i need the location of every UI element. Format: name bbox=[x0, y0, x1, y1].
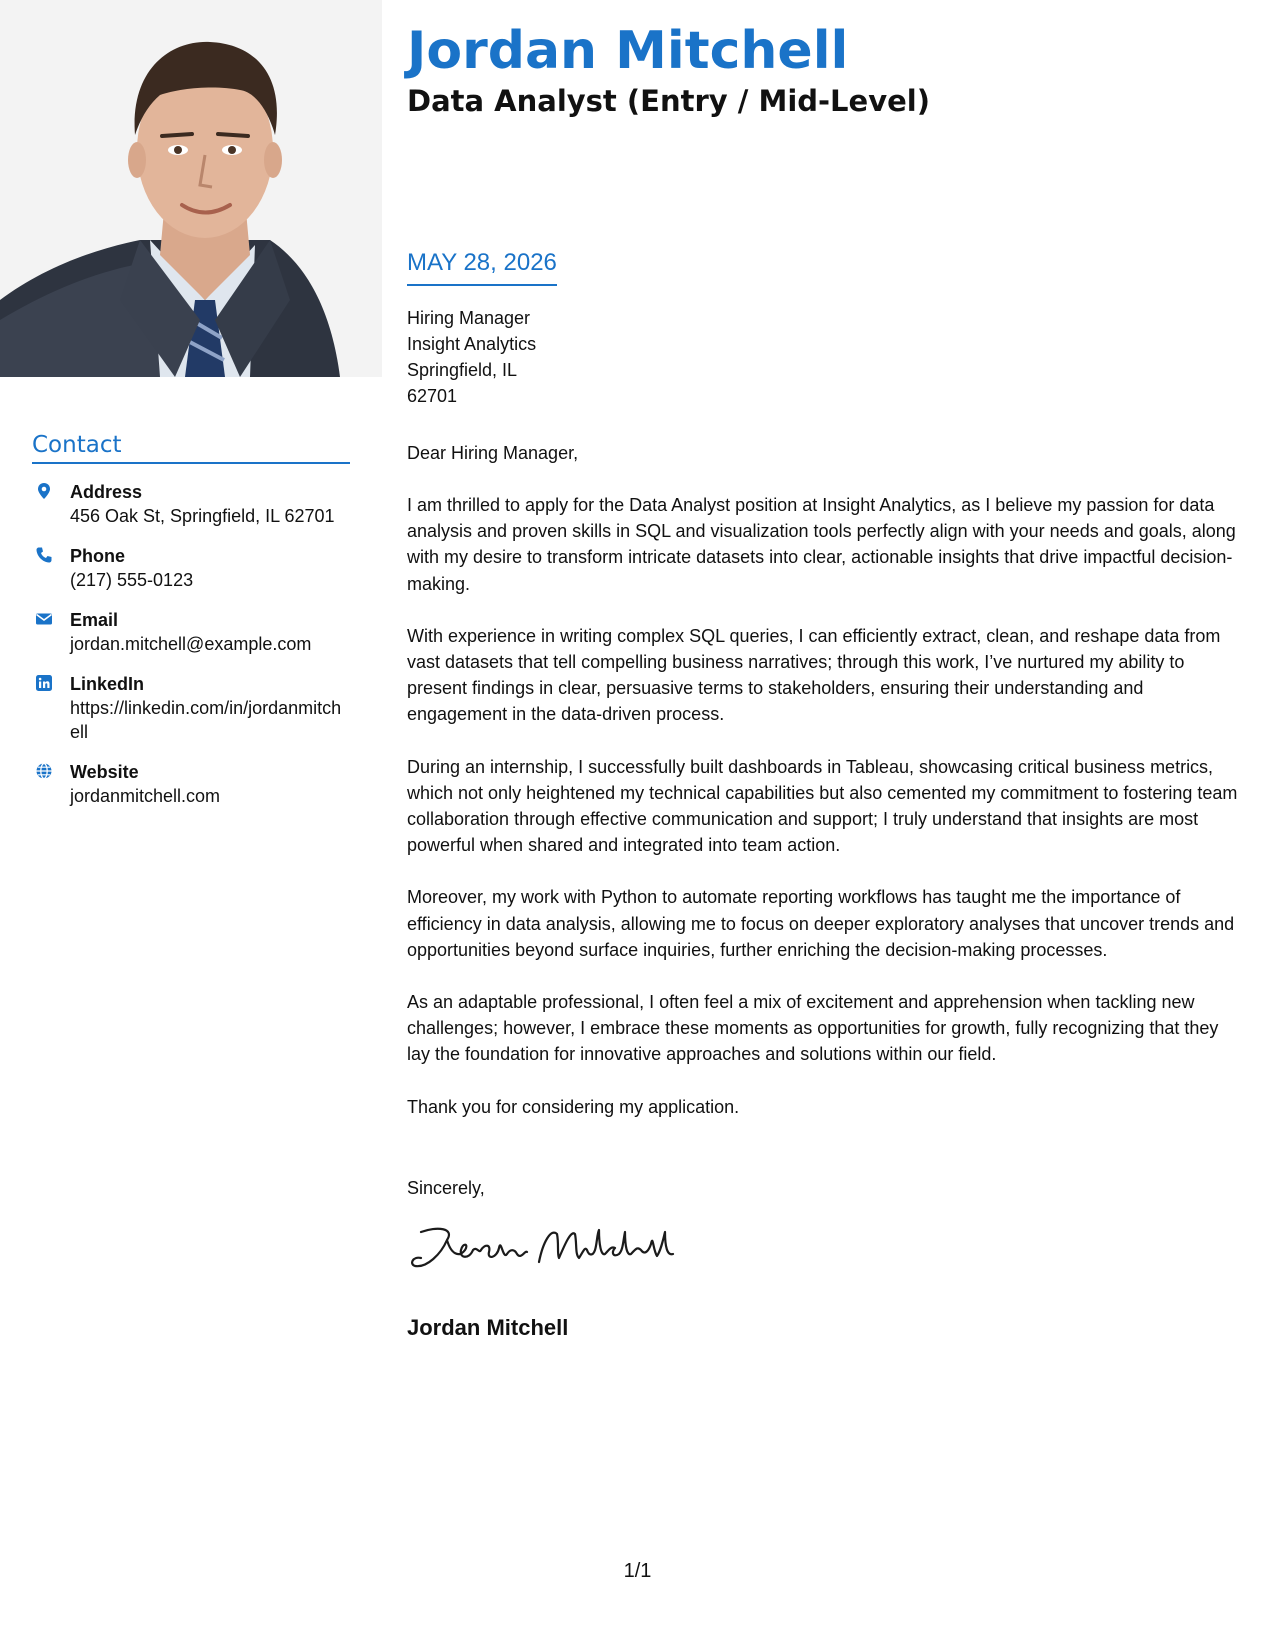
letter-date: MAY 28, 2026 bbox=[407, 248, 557, 286]
portrait-illustration bbox=[0, 0, 382, 377]
body-paragraph: With experience in writing complex SQL queries, I can efficiently extract, clean, and reshape data from vast datasets that tell compelling business narratives; through this work, I’ve nurtured my ability to present findings in clear, persuasive terms to stakeholders, ensuring their understanding and engagement in the data-driven process. bbox=[407, 625, 1221, 725]
body-paragraph: I am thrilled to apply for the Data Analyst position at Insight Analytics, as I believe my passion for data analysis and proven skills in SQL and visualization tools perfectly align with your needs and goals, along with my desire to transform intricate datasets into clear, actionable insights that drive impactful decision-making. bbox=[407, 495, 1236, 594]
contact-phone-value: (217) 555-0123 bbox=[70, 570, 194, 590]
contact-email-label: Email bbox=[70, 610, 119, 630]
phone-icon bbox=[35, 546, 53, 564]
contact-title: Contact bbox=[32, 432, 350, 464]
letter-body bbox=[407, 492, 1245, 1146]
recipient-line: Springfield, IL bbox=[407, 360, 518, 380]
recipient-line: 62701 bbox=[407, 386, 458, 406]
contact-phone bbox=[32, 544, 350, 592]
page-number: 1/1 bbox=[623, 1560, 652, 1582]
body-paragraph: During an internship, I successfully built dashboards in Tableau, showcasing critical business metrics, which not only heightened my technical capabilities but also cemented my commitment to fostering team collaboration through effective communication and support; I truly understand that insights are most powerful when shared and integrated into team action. bbox=[407, 756, 1238, 856]
applicant-name: Jordan Mitchell bbox=[407, 21, 849, 81]
salutation: Dear Hiring Manager, bbox=[407, 443, 579, 463]
linkedin-icon bbox=[35, 674, 53, 692]
envelope-icon bbox=[35, 610, 53, 628]
body-paragraph: As an adaptable professional, I often feel a mix of excitement and apprehension when tackling new challenges; however, I embrace these moments as opportunities for growth, fully recognizing that they lay the foundation for innovative approaches and solutions within our field. bbox=[407, 992, 1219, 1065]
contact-address bbox=[32, 480, 350, 528]
contact-address-value: 456 Oak St, Springfield, IL 62701 bbox=[70, 506, 335, 526]
contact-email-value[interactable]: jordan.mitchell@example.com bbox=[70, 634, 312, 654]
recipient-line: Insight Analytics bbox=[407, 334, 537, 354]
globe-icon bbox=[35, 762, 53, 780]
contact-linkedin-label: LinkedIn bbox=[70, 674, 145, 694]
recipient-line: Hiring Manager bbox=[407, 308, 531, 328]
contact-website-label: Website bbox=[70, 762, 139, 782]
contact-website bbox=[32, 760, 350, 808]
contact-website-value[interactable]: jordanmitchell.com bbox=[70, 786, 221, 806]
contact-address-label: Address bbox=[70, 482, 143, 502]
contact-linkedin bbox=[32, 672, 350, 744]
body-paragraph: Thank you for considering my application. bbox=[407, 1096, 740, 1117]
handwritten-signature bbox=[407, 1220, 687, 1280]
map-pin-icon bbox=[35, 482, 53, 500]
profile-photo bbox=[0, 0, 382, 377]
closing: Sincerely, bbox=[407, 1178, 485, 1198]
contact-phone-label: Phone bbox=[70, 546, 126, 566]
recipient-block bbox=[407, 305, 536, 409]
contact-section bbox=[32, 432, 350, 824]
applicant-role: Data Analyst (Entry / Mid-Level) bbox=[407, 84, 930, 118]
body-paragraph: Moreover, my work with Python to automate reporting workflows has taught me the importance of efficiency in data analysis, allowing me to focus on deeper exploratory analyses that uncover trends and opportunities beyond surface inquiries, further enriching the decision-making processes. bbox=[407, 887, 1235, 960]
contact-email bbox=[32, 608, 350, 656]
signer-name: Jordan Mitchell bbox=[407, 1315, 569, 1340]
sidebar bbox=[0, 0, 382, 1650]
contact-linkedin-value[interactable]: https://linkedin.com/in/jordanmitchell bbox=[70, 698, 342, 742]
